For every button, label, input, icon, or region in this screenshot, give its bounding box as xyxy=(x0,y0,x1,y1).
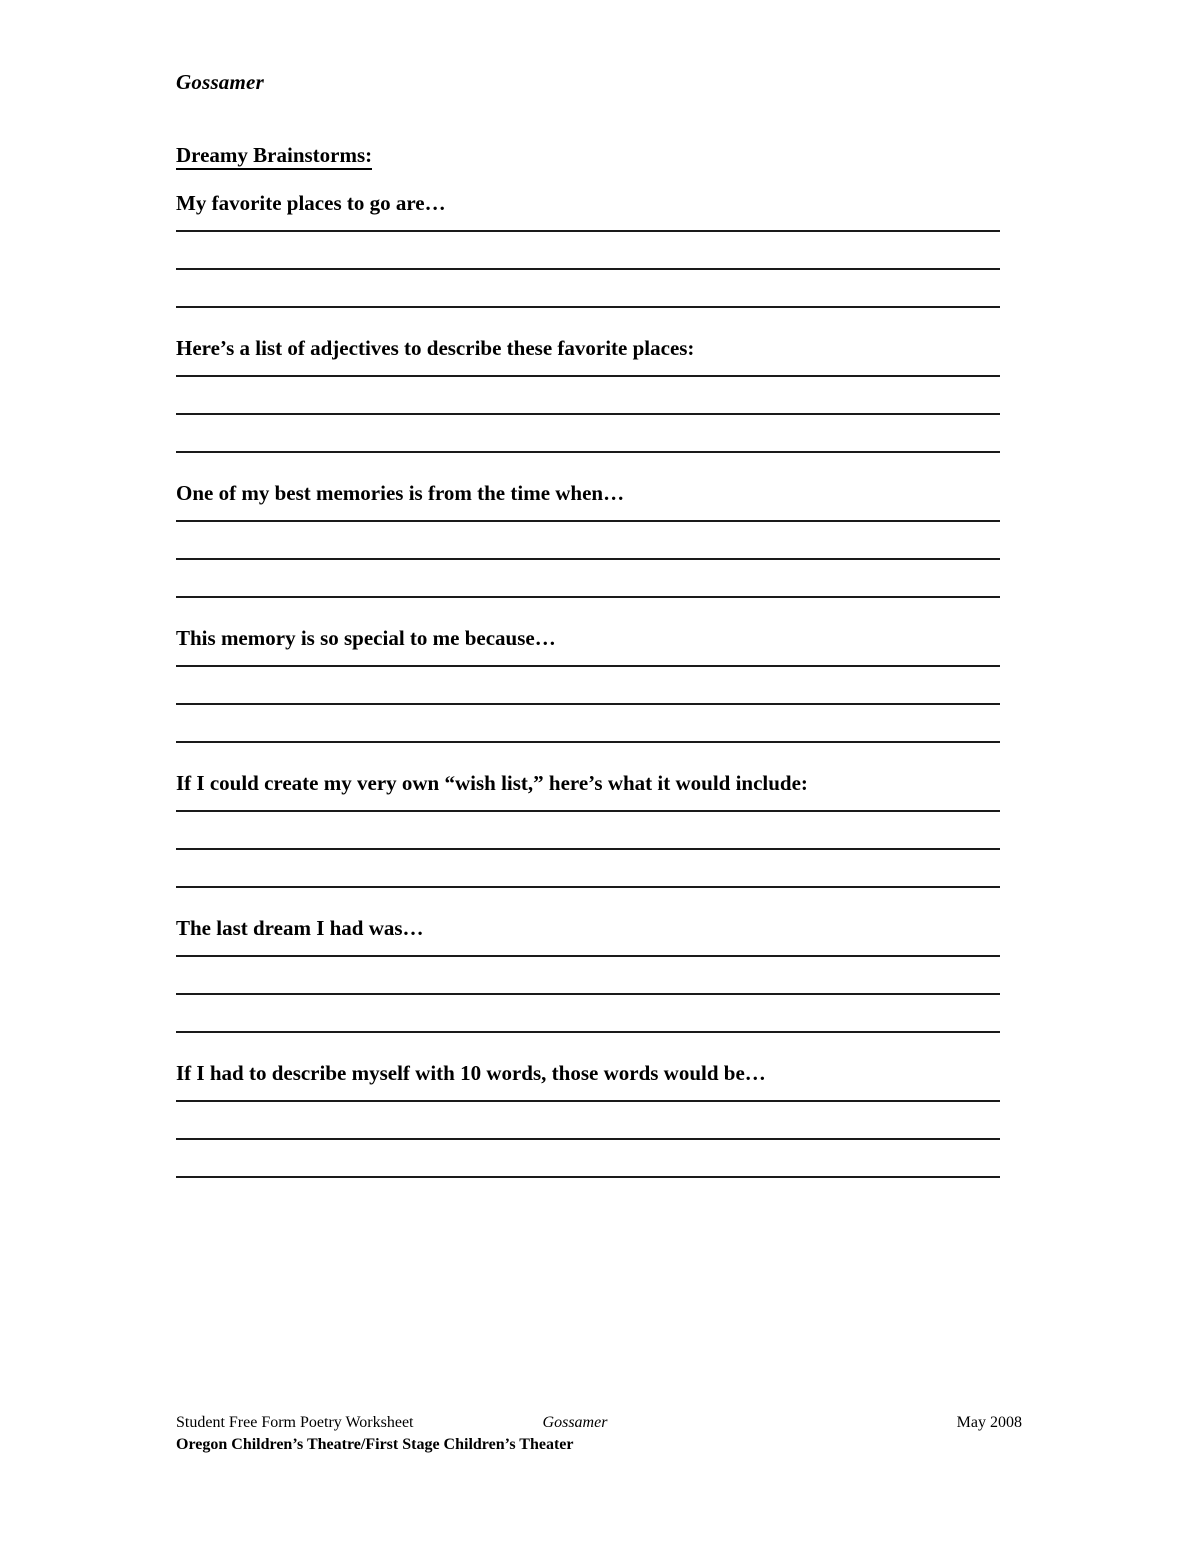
answer-lines xyxy=(176,1086,1000,1178)
prompt-text: The last dream I had was… xyxy=(176,916,424,940)
answer-lines xyxy=(176,941,1000,1033)
prompt-text: My favorite places to go are… xyxy=(176,191,446,215)
page-footer xyxy=(176,1412,1022,1455)
answer-line[interactable] xyxy=(176,703,1000,705)
prompt-text: If I could create my very own “wish list,” here’s what it would include: xyxy=(176,771,808,795)
prompt-text: If I had to describe myself with 10 words, those words would be… xyxy=(176,1061,766,1085)
answer-line[interactable] xyxy=(176,993,1000,995)
prompt-block xyxy=(176,743,1000,888)
answer-line[interactable] xyxy=(176,810,1000,812)
section-heading xyxy=(176,93,1000,170)
answer-line[interactable] xyxy=(176,1176,1000,1178)
answer-lines xyxy=(176,216,1000,308)
prompt-block xyxy=(176,1033,1000,1178)
prompt-text: This memory is so special to me because… xyxy=(176,626,556,650)
answer-line[interactable] xyxy=(176,955,1000,957)
prompt-block xyxy=(176,598,1000,743)
answer-line[interactable] xyxy=(176,558,1000,560)
answer-line[interactable] xyxy=(176,230,1000,232)
answer-line[interactable] xyxy=(176,268,1000,270)
prompt-text: One of my best memories is from the time when… xyxy=(176,481,625,505)
prompt-block xyxy=(176,308,1000,453)
footer-worksheet-name: Student Free Form Poetry Worksheet xyxy=(176,1414,414,1431)
answer-lines xyxy=(176,361,1000,453)
prompt-text: Here’s a list of adjectives to describe these favorite places: xyxy=(176,336,695,360)
answer-line[interactable] xyxy=(176,848,1000,850)
prompt-block xyxy=(176,193,1000,308)
answer-lines xyxy=(176,506,1000,598)
answer-lines xyxy=(176,651,1000,743)
footer-top-row xyxy=(176,1412,1022,1434)
footer-organization: Oregon Children’s Theatre/First Stage Children’s Theater xyxy=(176,1436,574,1453)
footer-play-title: Gossamer xyxy=(542,1414,608,1431)
answer-line[interactable] xyxy=(176,1138,1000,1140)
answer-line[interactable] xyxy=(176,520,1000,522)
prompt-block-list xyxy=(176,170,1000,1178)
answer-line[interactable] xyxy=(176,375,1000,377)
section-heading-label: Dreamy Brainstorms: xyxy=(176,145,372,170)
document-title: Gossamer xyxy=(176,70,264,94)
worksheet-content xyxy=(176,0,1000,1178)
prompt-block xyxy=(176,888,1000,1033)
prompt-block xyxy=(176,453,1000,598)
answer-line[interactable] xyxy=(176,665,1000,667)
footer-date: May 2008 xyxy=(956,1414,1022,1431)
answer-line[interactable] xyxy=(176,1100,1000,1102)
answer-lines xyxy=(176,796,1000,888)
answer-line[interactable] xyxy=(176,413,1000,415)
